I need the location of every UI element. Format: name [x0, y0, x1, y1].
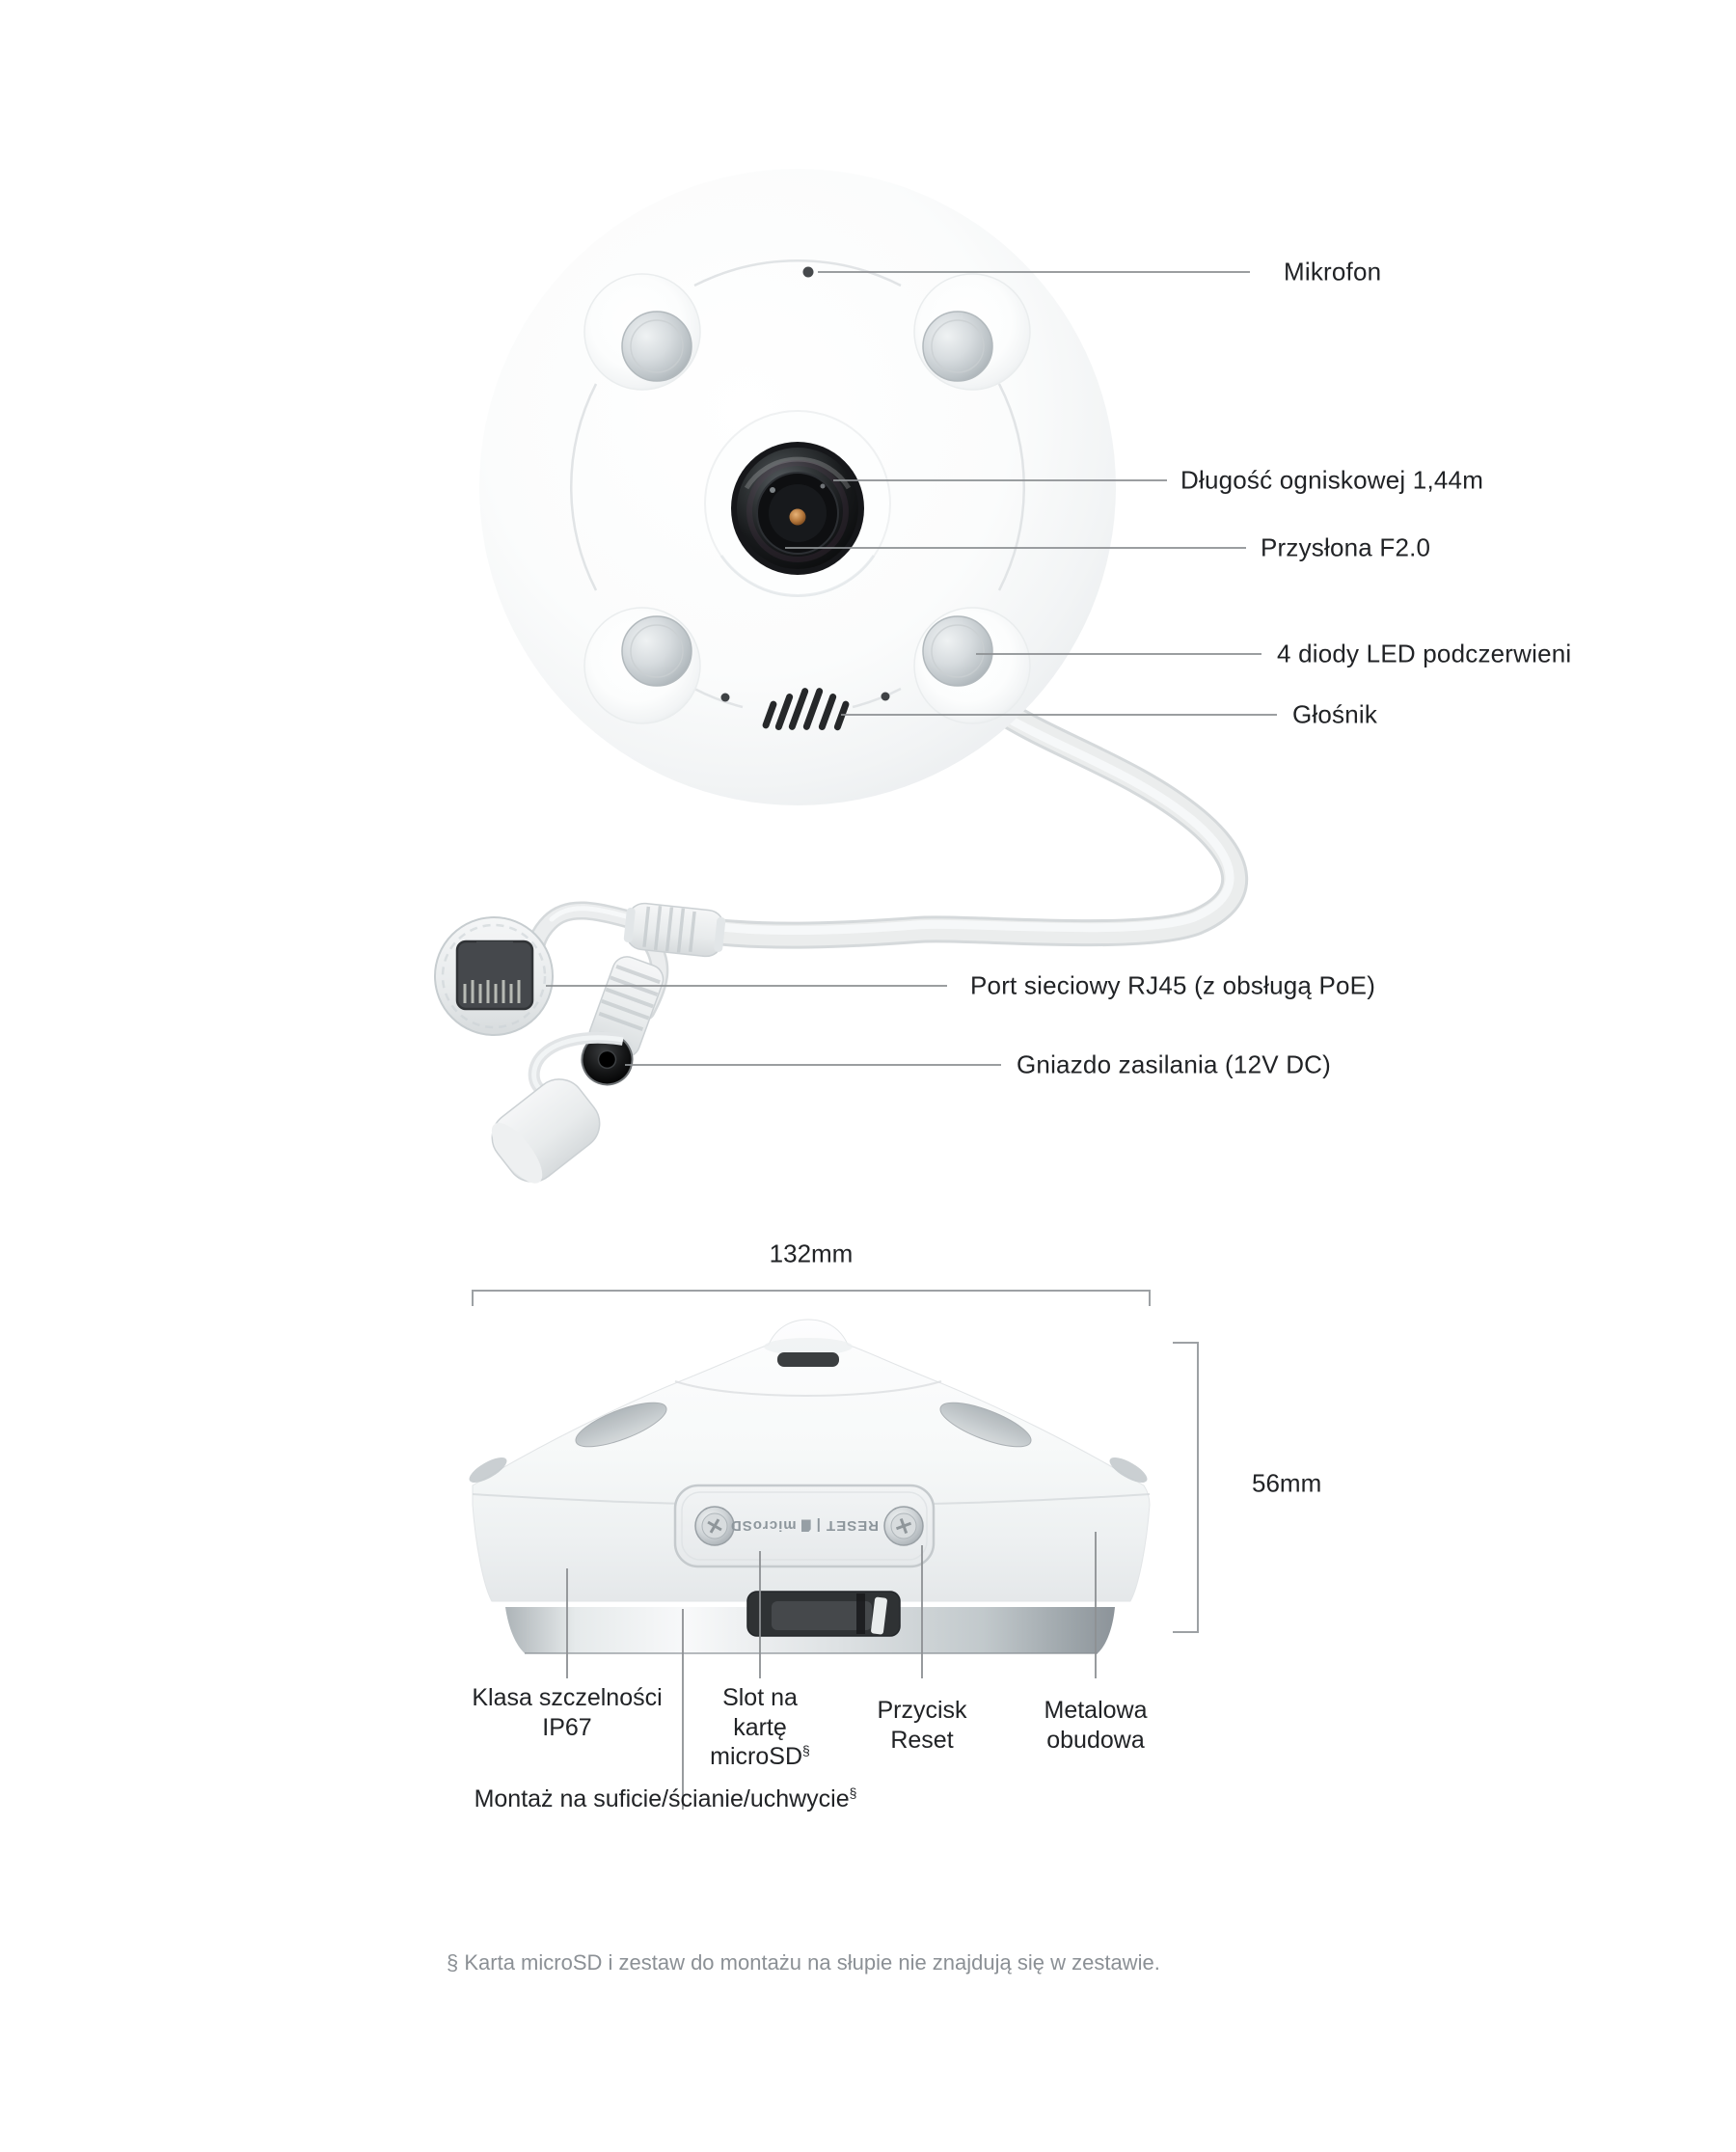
- rj45-pigtail: [533, 909, 638, 961]
- rj45-connector: [435, 917, 553, 1035]
- ir-led-top-right: [914, 274, 1030, 390]
- dc-connector: [574, 953, 667, 1092]
- mounting-label: Montaż na suficie/ścianie/uchwycie§: [474, 1784, 857, 1812]
- microsd-slot-cover: [747, 1592, 900, 1636]
- side-lens-edge: [777, 1352, 839, 1367]
- grille-dot-right: [882, 693, 890, 701]
- mounting-footnote-mark: §: [849, 1784, 857, 1801]
- focal-length-label: Długość ogniskowej 1,44m: [1180, 465, 1484, 495]
- speaker-label: Głośnik: [1292, 699, 1378, 729]
- dimension-bracket-height: [1173, 1343, 1198, 1632]
- network-port-label: Port sieciowy RJ45 (z obsługą PoE): [970, 970, 1376, 1000]
- ir-led-bottom-right: [914, 608, 1030, 723]
- power-jack-label: Gniazdo zasilania (12V DC): [1017, 1049, 1332, 1079]
- dimension-bracket-width: [473, 1291, 1150, 1306]
- metal-housing-label: Metalowa obudowa: [1044, 1697, 1148, 1754]
- plate-reset-text: RESET |: [815, 1517, 880, 1535]
- aperture-label: Przysłona F2.0: [1261, 532, 1431, 562]
- reset-button-label: Przycisk Reset: [877, 1697, 967, 1754]
- device-plate-engraving: [675, 1485, 934, 1566]
- ir-led-top-left: [584, 274, 700, 390]
- width-dimension-label: 132mm: [769, 1239, 854, 1268]
- camera-front-illustration: [479, 169, 1116, 805]
- height-dimension-label: 56mm: [1252, 1468, 1322, 1498]
- sd-slot-label: Slot na kartę microSD§: [710, 1684, 810, 1770]
- cable-ferrule: [623, 902, 726, 959]
- fisheye-lens: [705, 411, 890, 596]
- ir-led-bottom-left: [584, 608, 700, 723]
- sd-slot-footnote-mark: §: [802, 1742, 810, 1758]
- microphone-hole: [803, 267, 814, 278]
- sd-card-icon: [801, 1520, 811, 1533]
- ip-rating-label: Klasa szczelności IP67: [472, 1684, 663, 1741]
- plate-sd-text: microSD: [729, 1517, 797, 1535]
- grille-dot-left: [721, 694, 730, 702]
- ir-leds-label: 4 diody LED podczerwieni: [1277, 639, 1572, 668]
- footnote-text: § Karta microSD i zestaw do montażu na słupie nie znajdują się w zestawie.: [447, 1950, 1160, 1975]
- microphone-label: Mikrofon: [1284, 257, 1382, 286]
